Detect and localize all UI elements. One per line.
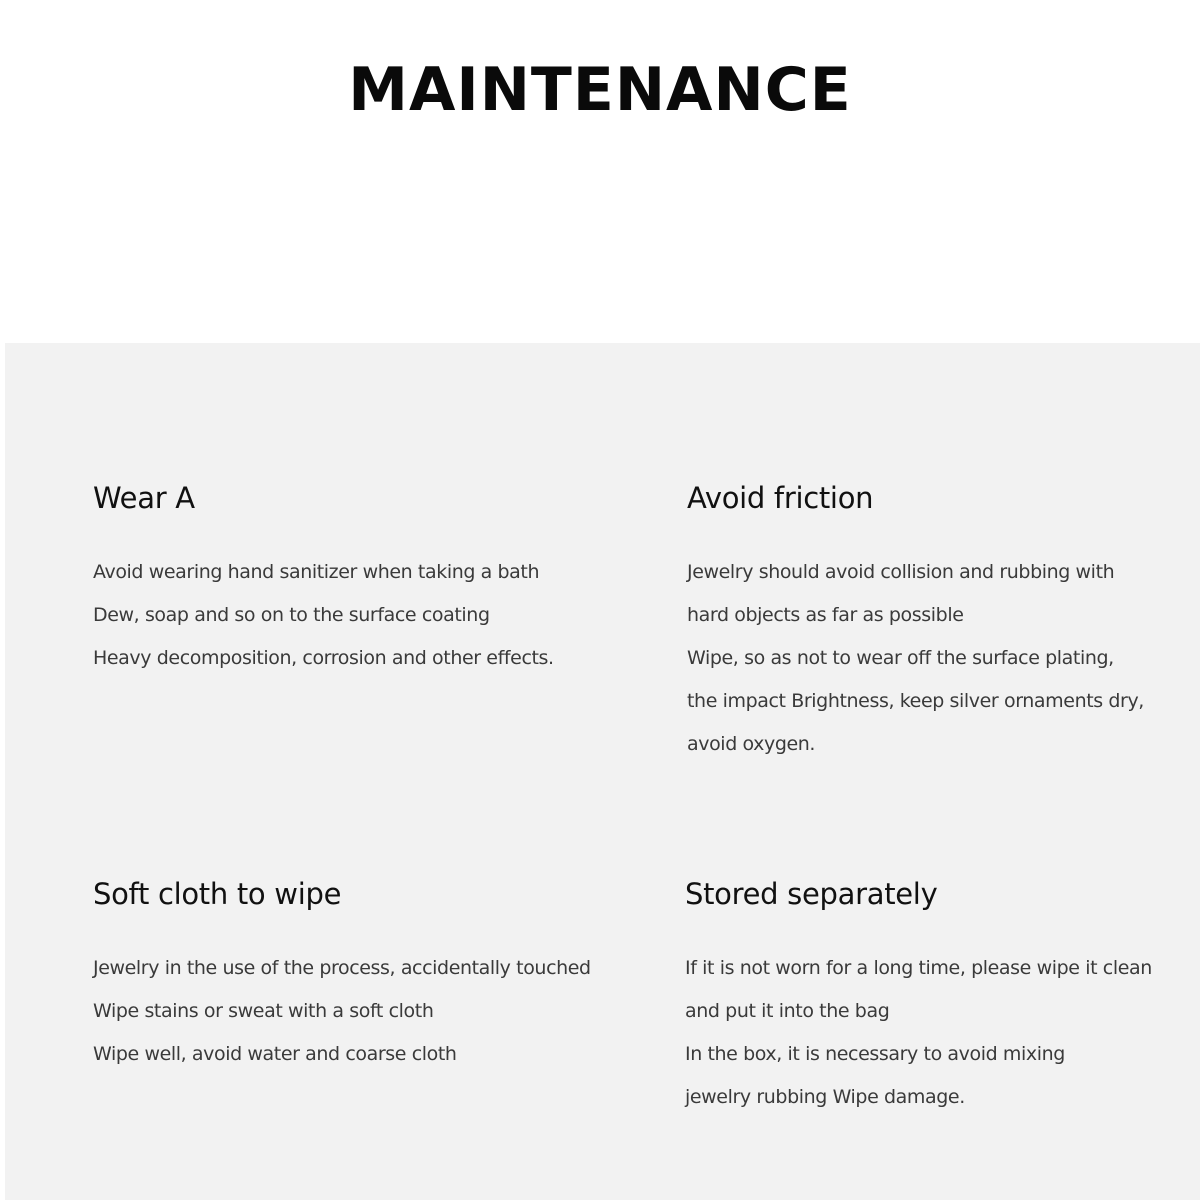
section-body: [687, 551, 1144, 766]
section-line: jewelry rubbing Wipe damage.: [685, 1086, 965, 1108]
section-heading: Wear A: [93, 481, 195, 515]
section-heading: Soft cloth to wipe: [93, 877, 342, 911]
section-line: Jewelry in the use of the process, accidentally touched: [93, 957, 591, 979]
section-line: Wipe stains or sweat with a soft cloth: [93, 1000, 434, 1022]
section-line: the impact Brightness, keep silver ornaments dry,: [687, 690, 1144, 712]
section-heading: Stored separately: [685, 877, 938, 911]
section-wear: [93, 480, 554, 680]
section-stored-separately: [685, 876, 1152, 1119]
section-body: [93, 551, 554, 680]
section-body: [685, 947, 1152, 1119]
section-line: Heavy decomposition, corrosion and other effects.: [93, 647, 554, 669]
section-line: Wipe, so as not to wear off the surface plating,: [687, 647, 1114, 669]
section-line: Wipe well, avoid water and coarse cloth: [93, 1043, 457, 1065]
section-line: avoid oxygen.: [687, 733, 816, 755]
page-title: MAINTENANCE: [348, 55, 852, 125]
section-line: Jewelry should avoid collision and rubbing with: [687, 561, 1115, 583]
section-heading: Avoid friction: [687, 481, 874, 515]
section-avoid-friction: [687, 480, 1144, 766]
section-body: [93, 947, 591, 1076]
section-line: hard objects as far as possible: [687, 604, 964, 626]
section-line: and put it into the bag: [685, 1000, 890, 1022]
section-line: Avoid wearing hand sanitizer when taking a bath: [93, 561, 540, 583]
section-line: In the box, it is necessary to avoid mixing: [685, 1043, 1065, 1065]
section-line: If it is not worn for a long time, please wipe it clean: [685, 957, 1152, 979]
section-line: Dew, soap and so on to the surface coating: [93, 604, 490, 626]
section-soft-cloth: [93, 876, 591, 1076]
maintenance-panel: [5, 343, 1200, 1200]
